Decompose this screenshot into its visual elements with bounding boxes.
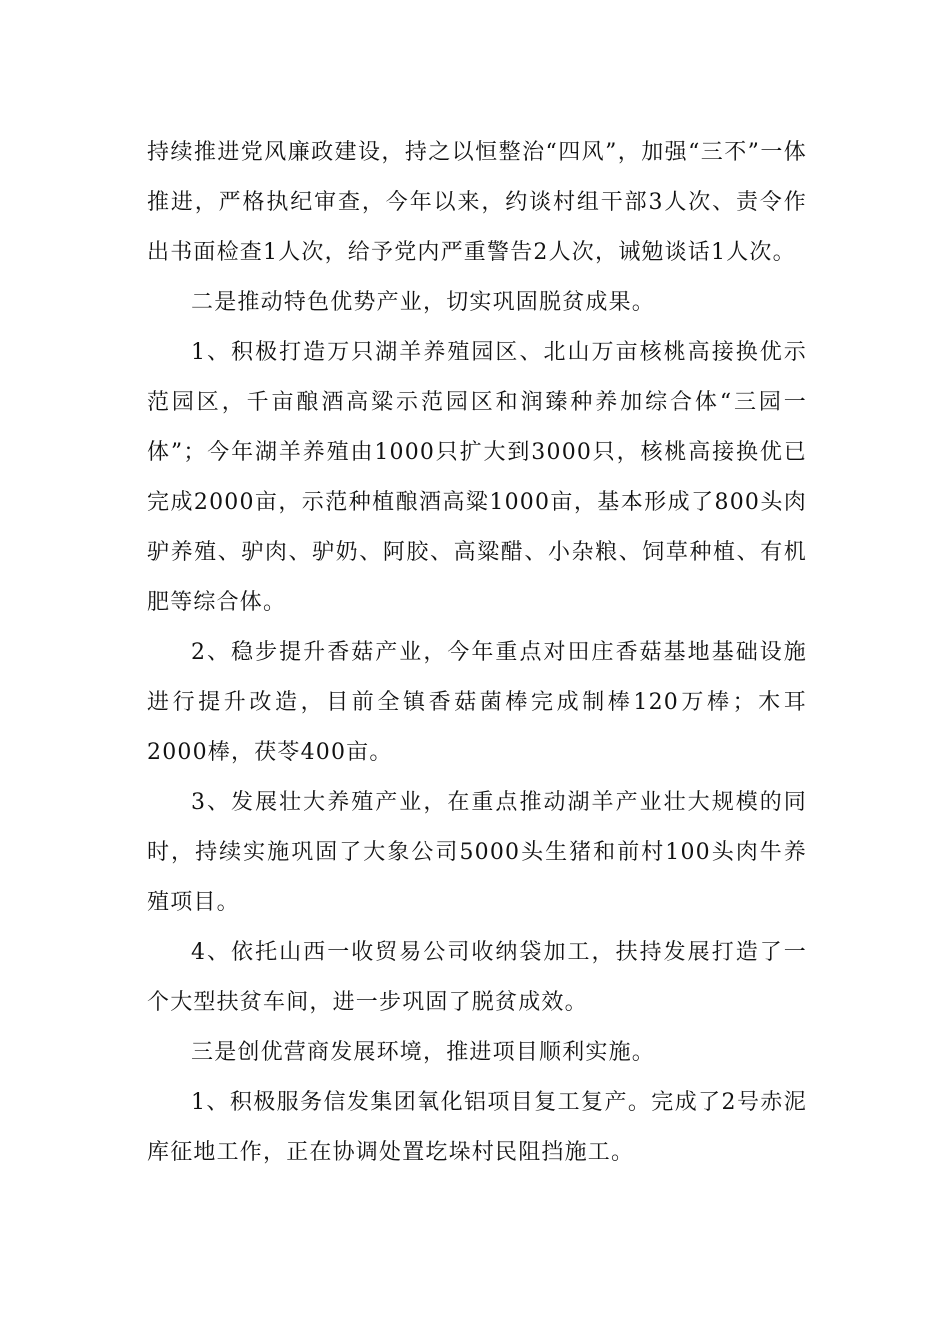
paragraph-livestock-industry: 3、发展壮大养殖产业，在重点推动湖羊产业壮大规模的同时，持续实施巩固了大象公司5000头生猪和前村100头肉牛养殖项目。	[147, 790, 807, 915]
paragraph-industry-parks: 1、积极打造万只湖羊养殖园区、北山万亩核桃高接换优示范园区，千亩酿酒高粱示范园区和润臻种养加综合体“三园一体”；今年湖羊养殖由1000只扩大到3000只，核桃高接换优已完成2000亩，示范种植酿酒高粱1000亩，基本形成了800头肉驴养殖、驴肉、驴奶、阿胶、高粱醋、小杂粮、饲草种植、有机肥等综合体。	[147, 340, 807, 615]
paragraph-alumina-project: 1、积极服务信发集团氧化铝项目复工复产。完成了2号赤泥库征地工作，正在协调处置圪垛村民阻挡施工。	[147, 1090, 807, 1165]
paragraph-poverty-workshop: 4、依托山西一收贸易公司收纳袋加工，扶持发展打造了一个大型扶贫车间，进一步巩固了脱贫成效。	[147, 940, 807, 1015]
section-heading-business-environment: 三是创优营商发展环境，推进项目顺利实施。	[191, 1040, 656, 1065]
paragraph-mushroom-industry: 2、稳步提升香菇产业，今年重点对田庄香菇基地基础设施进行提升改造，目前全镇香菇菌棒完成制棒120万棒；木耳2000棒，茯苓400亩。	[147, 640, 807, 765]
document-body	[147, 128, 807, 1178]
section-heading-industry: 二是推动特色优势产业，切实巩固脱贫成果。	[191, 290, 656, 315]
paragraph-party-discipline: 持续推进党风廉政建设，持之以恒整治“四风”，加强“三不”一体推进，严格执纪审查，今年以来，约谈村组干部3人次、责令作出书面检查1人次，给予党内严重警告2人次，诫勉谈话1人次。	[147, 140, 807, 265]
